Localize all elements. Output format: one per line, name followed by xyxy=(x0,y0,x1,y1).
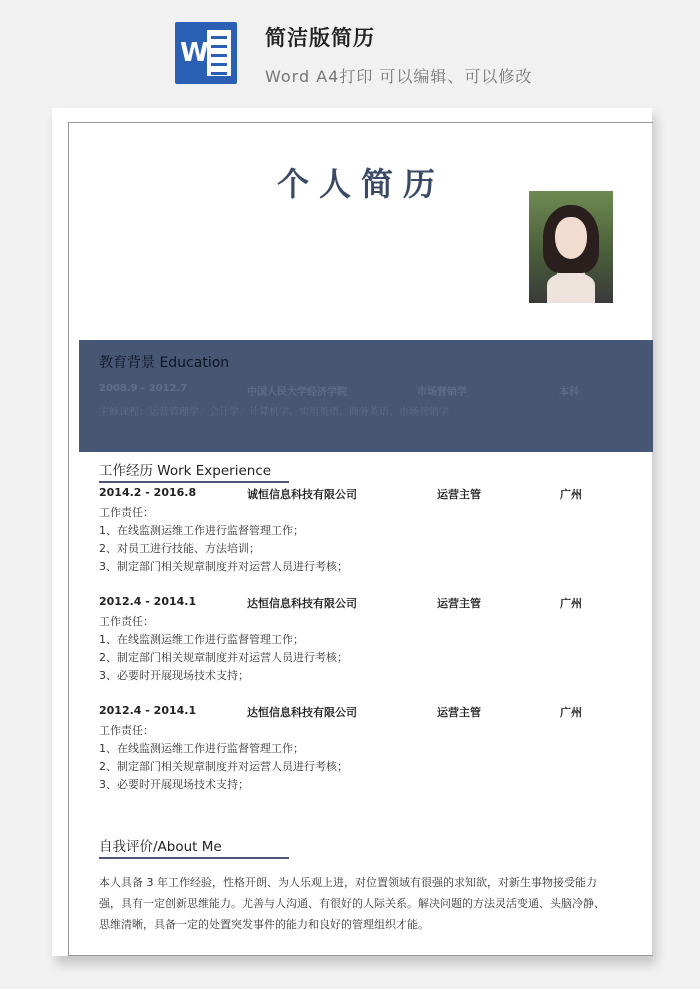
job-duty: 2、对员工进行技能、方法培训； xyxy=(99,542,260,555)
job-position: 运营主管 xyxy=(437,706,481,719)
template-subtitle: Word A4打印 可以编辑、可以修改 xyxy=(265,67,533,86)
job-entry xyxy=(99,704,639,794)
job-company: 达恒信息科技有限公司 xyxy=(247,597,357,610)
page-frame xyxy=(68,122,653,956)
resume-page xyxy=(52,108,652,956)
job-header xyxy=(99,704,639,722)
job-duty: 2、制定部门相关规章制度并对运营人员进行考核； xyxy=(99,760,348,773)
job-city: 广州 xyxy=(560,597,582,610)
job-duty-label: 工作责任： xyxy=(99,615,154,628)
job-company: 诚恒信息科技有限公司 xyxy=(247,488,357,501)
job-company: 达恒信息科技有限公司 xyxy=(247,706,357,719)
job-duty-label: 工作责任： xyxy=(99,724,154,737)
job-duty-label: 工作责任： xyxy=(99,506,154,519)
work-heading: 工作经历 Work Experience xyxy=(99,459,289,483)
template-title: 简洁版简历 xyxy=(265,26,375,50)
education-period: 2008.9 - 2012.7 xyxy=(99,383,188,394)
job-city: 广州 xyxy=(560,706,582,719)
job-period: 2012.4 - 2014.1 xyxy=(99,704,197,717)
education-section xyxy=(79,340,653,452)
job-duty: 3、必要时开展现场技术支持； xyxy=(99,669,249,682)
word-document-icon: W xyxy=(175,22,237,84)
education-major: 市场营销学 xyxy=(417,387,467,398)
job-entry xyxy=(99,486,639,576)
resume-title: 个人简历 xyxy=(276,165,445,203)
job-entry xyxy=(99,595,639,685)
job-header xyxy=(99,595,639,613)
education-degree: 本科 xyxy=(559,387,579,398)
education-courses: 主修课程：运营管理学、会计学、计算机学、实用英语、商务英语、市场营销学 xyxy=(99,407,449,418)
education-heading: 教育背景 Education xyxy=(99,355,230,371)
job-duty: 1、在线监测运维工作进行监督管理工作； xyxy=(99,524,304,537)
job-position: 运营主管 xyxy=(437,597,481,610)
about-heading: 自我评价/About Me xyxy=(99,835,289,859)
job-duty: 3、必要时开展现场技术支持； xyxy=(99,778,249,791)
header-banner xyxy=(0,0,700,100)
job-header xyxy=(99,486,639,504)
job-duty: 1、在线监测运维工作进行监督管理工作； xyxy=(99,633,304,646)
job-position: 运营主管 xyxy=(437,488,481,501)
about-text: 本人具备 3 年工作经验，性格开朗、为人乐观上进，对位置领域有很强的求知欲，对新生事物接受能力强，具有一定创新思维能力。尤善与人沟通、有很好的人际关系。解决问题的方法灵活变通、头脑冷静、思维清晰，具备一定的处置突发事件的能力和良好的管理组织才能。 xyxy=(99,876,605,931)
portrait-photo-icon xyxy=(529,191,613,303)
job-duty: 3、制定部门相关规章制度并对运营人员进行考核； xyxy=(99,560,348,573)
job-period: 2012.4 - 2014.1 xyxy=(99,595,197,608)
job-period: 2014.2 - 2016.8 xyxy=(99,486,197,499)
job-duty: 1、在线监测运维工作进行监督管理工作； xyxy=(99,742,304,755)
education-school: 中国人民大学经济学院 xyxy=(247,387,347,398)
job-city: 广州 xyxy=(560,488,582,501)
job-duty: 2、制定部门相关规章制度并对运营人员进行考核； xyxy=(99,651,348,664)
